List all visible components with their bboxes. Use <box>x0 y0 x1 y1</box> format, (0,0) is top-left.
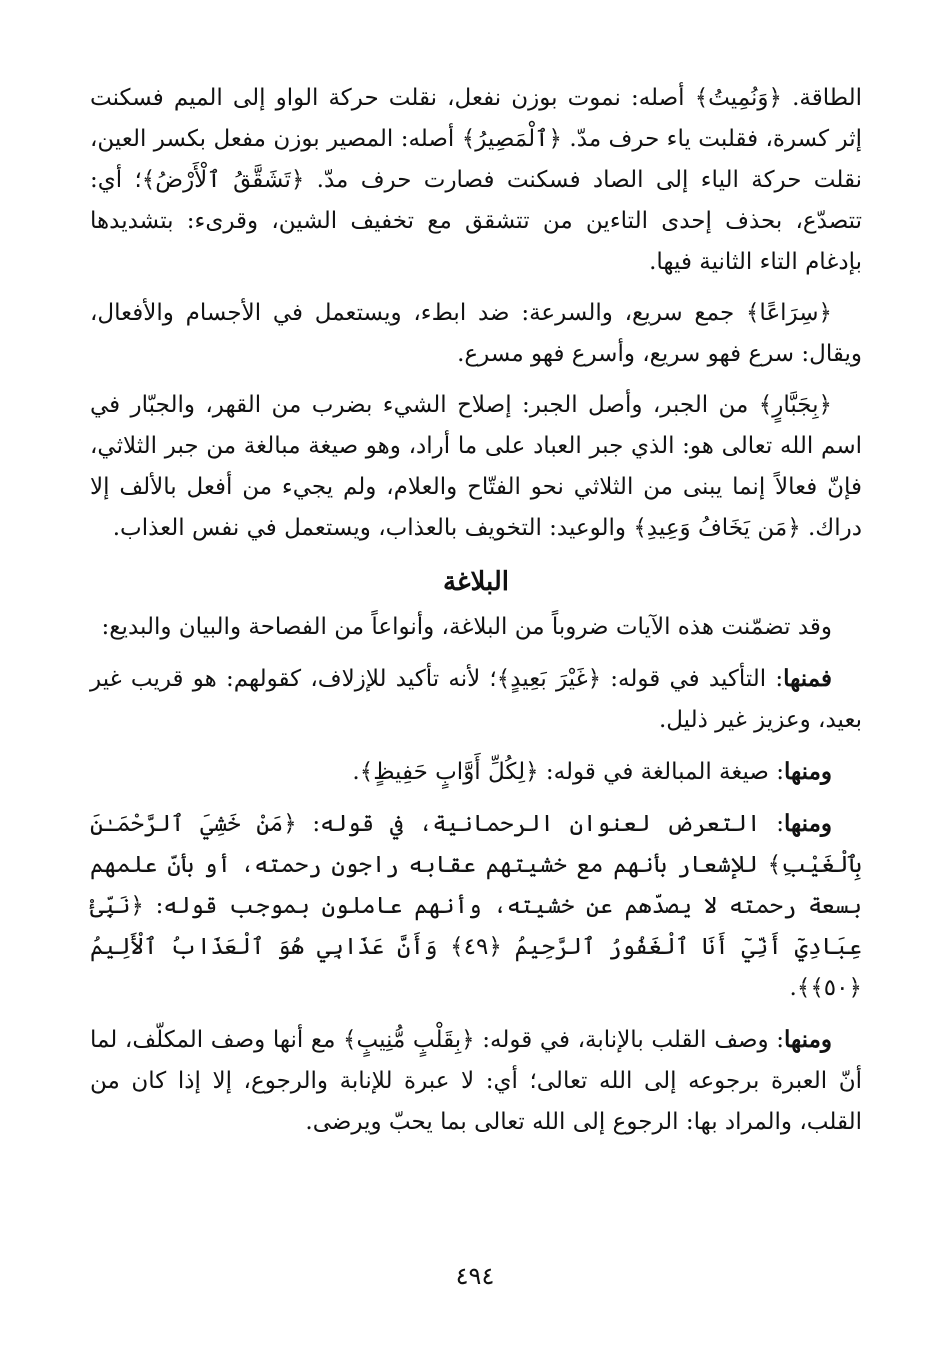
rhetoric-item <box>90 751 862 793</box>
rhetoric-item <box>90 803 862 1009</box>
item-lead: ومنها <box>784 810 832 837</box>
paragraph-text: وقد تضمّنت هذه الآيات ضروباً من البلاغة، وأنواعاً من الفصاحة والبيان والبديع: <box>101 614 832 640</box>
paragraph <box>90 293 862 375</box>
rhetoric-intro <box>90 607 862 648</box>
item-text: : صيغة المبالغة في قوله: ﴿لِكُلِّ أَوَّابٍ حَفِيظٍ﴾. <box>352 759 785 785</box>
item-text: : التأكيد في قوله: ﴿غَيْرَ بَعِيدٍ﴾؛ لأنه تأكيد للإزلاف، كقولهم: هو قريب غير بعيد، وعزيز غير ذليل. <box>90 666 862 733</box>
item-lead: ومنها <box>784 758 832 785</box>
paragraph-text: ﴿بِجَبَّارٍ﴾ من الجبر، وأصل الجبر: إصلاح الشيء بضرب من القهر، والجبّار في اسم الله تعالى هو: الذي جبر العباد على ما أراد، وهو صيغة مبالغة من جبر الثلاثي، فإنّ فعالاً إنما يبنى من الثلاثي نحو الفتّاح والعلام، ولم يجيء من أفعل بالألف إلا دراك. ﴿مَن يَخَافُ وَعِيدِ﴾ والوعيد: التخويف بالعذاب، ويستعمل في نفس العذاب. <box>90 392 862 541</box>
paragraph-text: الطاقة. ﴿وَنُمِيتُ﴾ أصله: نموت بوزن نفعل، نقلت حركة الواو إلى الميم فسكنت إثر كسرة، فقلبت ياء حرف مدّ. ﴿ٱلْمَصِيرُ﴾ أصله: المصير بوزن مفعل بكسر العين، نقلت حركة الياء إلى الصاد فسكنت فصارت حرف مدّ. ﴿تَشَقَّقُ ٱلْأَرْضُ﴾؛ أي: تتصدّع، بحذف إحدى التاءين من تتشقق مع تخفيف الشين، وقرىء: بتشديدها بإدغام التاء الثانية فيها. <box>90 85 862 275</box>
item-lead: ومنها <box>784 1026 832 1053</box>
paragraph-text: ﴿سِرَاعًا﴾ جمع سريع، والسرعة: ضد ابطء، ويستعمل في الأجسام والأفعال، ويقال: سرع فهو سريع، وأسرع فهو مسرع. <box>90 300 862 367</box>
paragraph <box>90 385 862 549</box>
page-number: ٤٩٤ <box>455 1262 495 1290</box>
rhetoric-item <box>90 658 862 741</box>
item-lead: فمنها <box>783 665 832 692</box>
item-text: : وصف القلب بالإنابة، في قوله: ﴿بِقَلْبٍ مُّنِيبٍ﴾ مع أنها وصف المكلّف، لما أنّ العبرة برجوعه إلى الله تعالى؛ أي: لا عبرة للإنابة والرجوع، إلا إذا كان من القلب، والمراد بها: الرجوع إلى الله تعالى بما يحبّ ويرضى. <box>90 1027 862 1135</box>
item-text: : التعرض لعنوان الرحمانية، في قوله: ﴿مَنْ خَشِيَ ٱلرَّحْمَـٰنَ بِٱلْغَيْبِ﴾ للإشعار بأنهم مع خشيتهم عقابه راجون رحمته، أو بأنّ علمهم بسعة رحمته لا يصدّهم عن خشيته، وأنهم عاملون بموجب قوله: ﴿نَبِّئْ عِبَادِيٓ أَنِّيٓ أَنَا ٱلْغَفُورُ ٱلرَّحِيمُ ﴿٤٩﴾ وَأَنَّ عَذَابِي هُوَ ٱلْعَذَابُ ٱلْأَلِيمُ ﴿٥٠﴾﴾. <box>90 811 863 1001</box>
main-text <box>90 78 862 1143</box>
paragraph <box>90 78 862 283</box>
section-heading: البلاغة <box>442 567 510 597</box>
rhetoric-item <box>90 1019 862 1143</box>
